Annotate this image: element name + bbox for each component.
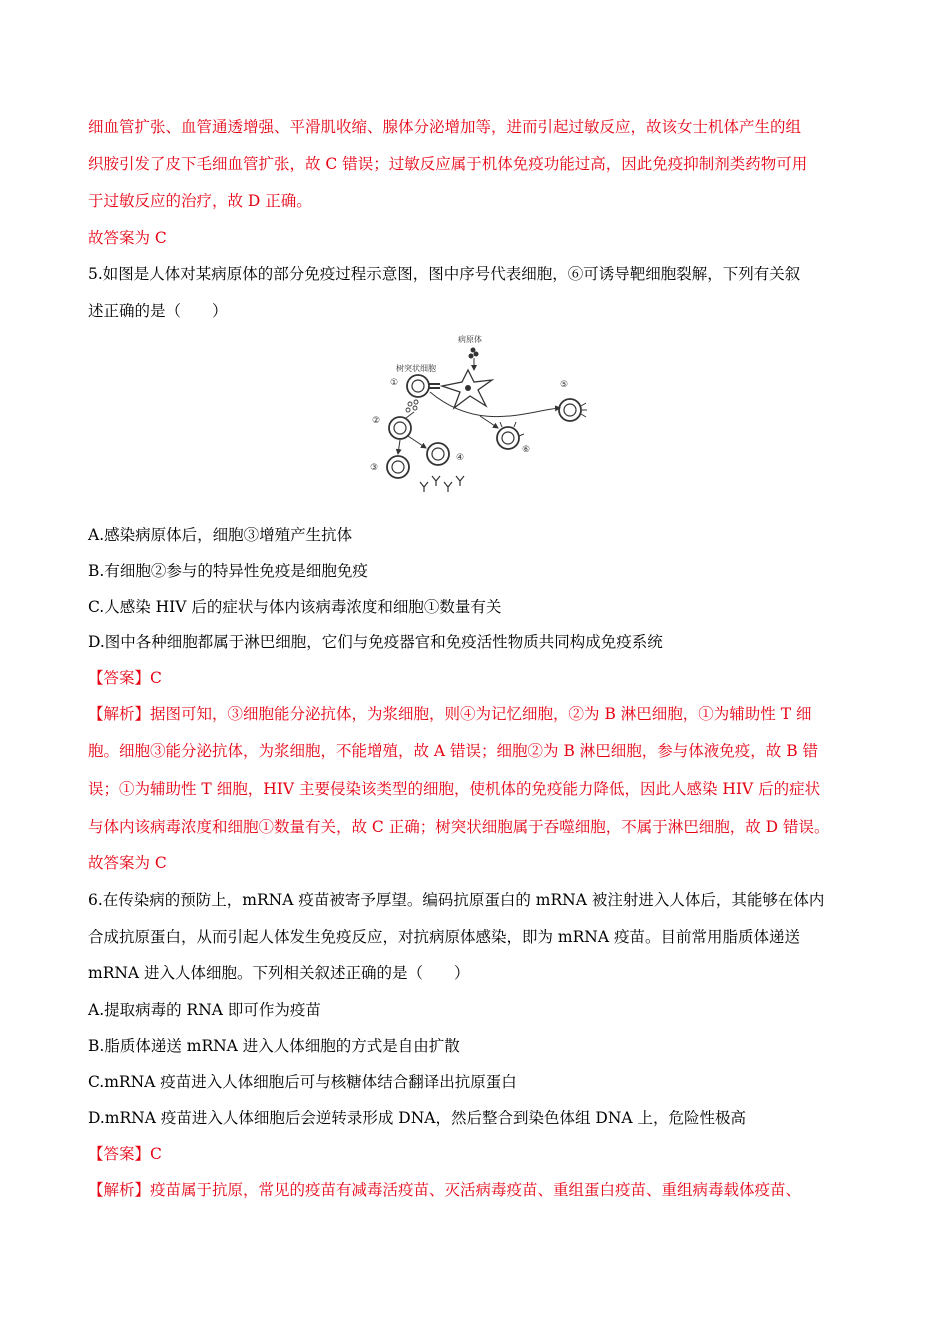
cell-4 [427,443,449,465]
label-cell-1: ① [390,378,399,388]
label-pathogen: 病原体 [458,335,482,344]
label-cell-3: ③ [370,463,379,473]
q6-answer-tag: 【答案】 [88,1145,151,1163]
q5-analysis-text-1: 据图可知，③细胞能分泌抗体，为浆细胞，则④为记忆细胞，②为 B 淋巴细胞，①为辅助性 T 细 [150,705,812,723]
prev-explanation-line-3: 于过敏反应的治疗，故 D 正确。 [88,192,312,210]
q6-analysis-tag: 【解析】 [88,1181,151,1199]
cell-5 [559,399,587,421]
prev-conclusion: 故答案为 C [88,229,167,247]
q5-stem-line-2: 述正确的是（ ） [88,302,228,320]
pathogen-icon [469,348,479,371]
cell-1 [407,375,440,397]
q6-stem-line-3: mRNA 进入人体细胞。下列相关叙述正确的是（ ） [88,964,470,982]
q5-option-d: D.图中各种细胞都属于淋巴细胞，它们与免疫器官和免疫活性物质共同构成免疫系统 [88,633,663,651]
q6-stem-line-1: 6.在传染病的预防上，mRNA 疫苗被寄予厚望。编码抗原蛋白的 mRNA 被注射进入人体后，其能够在体内 [88,891,825,909]
q6-option-d: D.mRNA 疫苗进入人体细胞后会逆转录形成 DNA，然后整合到染色体组 DNA 上，危险性极高 [88,1109,747,1127]
q5-analysis-line-2: 胞。细胞③能分泌抗体，为浆细胞，不能增殖，故 A 错误；细胞②为 B 淋巴细胞，参与体液免疫，故 B 错 [88,742,819,760]
q5-answer-tag: 【答案】 [88,669,151,687]
q5-conclusion: 故答案为 C [88,854,167,872]
q6-analysis-text-1: 疫苗属于抗原，常见的疫苗有减毒活疫苗、灭活病毒疫苗、重组蛋白疫苗、重组病毒载体疫苗、 [150,1181,802,1199]
q5-analysis-line-4: 与体内该病毒浓度和细胞①数量有关，故 C 正确；树突状细胞属于吞噬细胞，不属于淋巴细胞，故 D 错误。 [88,818,830,836]
q5-analysis-line-3: 误；①为辅助性 T 细胞，HIV 主要侵染该类型的细胞，使机体的免疫能力降低，因此人感染 HIV 后的症状 [88,780,821,798]
label-dendritic-cell: 树突状细胞 [396,364,436,373]
label-cell-2: ② [372,416,381,426]
immune-process-diagram [370,330,588,498]
label-cell-4: ④ [456,453,465,463]
q6-answer-value: C [150,1145,162,1163]
q6-option-c: C.mRNA 疫苗进入人体细胞后可与核糖体结合翻译出抗原蛋白 [88,1073,517,1091]
cell-6 [497,422,524,449]
cytokine-particles [406,400,418,412]
cell-3 [387,456,409,478]
q5-option-b: B.有细胞②参与的特异性免疫是细胞免疫 [88,562,368,580]
q5-analysis-line-1 [88,703,868,725]
prev-explanation-line-2: 织胺引发了皮下毛细血管扩张，故 C 错误；过敏反应属于机体免疫功能过高，因此免疫抑制剂类药物可用 [88,155,808,173]
q6-stem-line-2: 合成抗原蛋白，从而引起人体发生免疫反应，对抗病原体感染，即为 mRNA 疫苗。目前常用脂质体递送 [88,928,800,946]
q5-option-a: A.感染病原体后，细胞③增殖产生抗体 [88,526,353,544]
q5-stem-line-1: 5.如图是人体对某病原体的部分免疫过程示意图，图中序号代表细胞，⑥可诱导靶细胞裂解，下列有关叙 [88,265,801,283]
q6-option-a: A.提取病毒的 RNA 即可作为疫苗 [88,1001,321,1019]
q5-answer-line [88,667,868,689]
q5-answer-value: C [150,669,162,687]
q6-analysis-line-1 [88,1179,868,1201]
q6-answer-line [88,1143,868,1165]
q5-option-c: C.人感染 HIV 后的症状与体内该病毒浓度和细胞①数量有关 [88,598,502,616]
q6-option-b: B.脂质体递送 mRNA 进入人体细胞的方式是自由扩散 [88,1037,460,1055]
prev-explanation-line-1: 细血管扩张、血管通透增强、平滑肌收缩、腺体分泌增加等，进而引起过敏反应，故该女士机体产生的组 [88,118,802,136]
label-cell-5: ⑤ [560,380,569,390]
antibodies [420,476,464,492]
q5-analysis-tag: 【解析】 [88,705,151,723]
cell-2 [389,417,411,439]
label-cell-6: ⑥ [522,445,531,455]
